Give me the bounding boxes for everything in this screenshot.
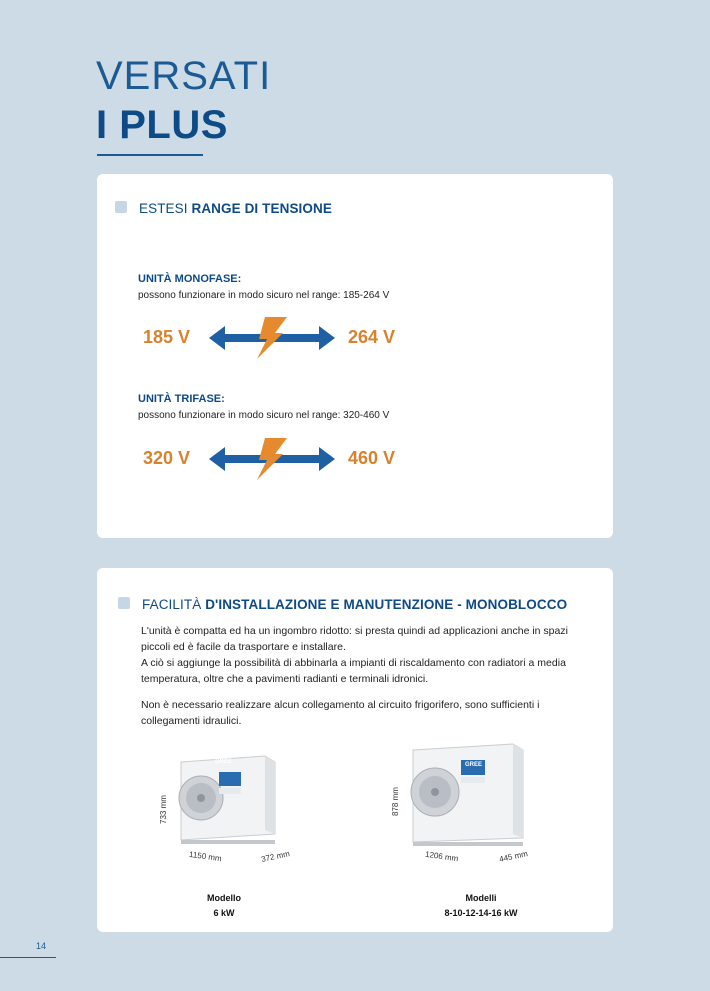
page-number-rule [0, 957, 56, 958]
install-description [141, 623, 589, 729]
monofase-label: UNITÀ MONOFASE: [138, 273, 242, 285]
trifase-description: possono funzionare in modo sicuro nel range: 320-460 V [138, 410, 390, 421]
heat-pump-unit-icon [153, 754, 293, 864]
page-number: 14 [36, 941, 47, 951]
monofase-max-voltage: 264 V [348, 327, 396, 347]
unit1-model-label: Modello [207, 893, 241, 903]
unit1-depth-label: 372 mm [260, 849, 291, 864]
unit1-brand-logo: GREE [215, 759, 233, 765]
trifase-range-arrow-icon [207, 436, 337, 482]
trifase-label: UNITÀ TRIFASE: [138, 393, 225, 405]
unit1-model-value: 6 kW [213, 908, 235, 918]
unit-image-8-16kw [387, 742, 537, 864]
unit2-model-label: Modelli [465, 893, 497, 903]
install-paragraph-1b: A ciò si aggiunge la possibilità di abbinarla a impianti di riscaldamento con radiatori a media temperatura, oltre che a pavimenti radianti e terminali idronici. [141, 657, 566, 685]
unit-image-6kw [153, 754, 293, 864]
voltage-range-card [97, 174, 613, 538]
unit2-height-label: 878 mm [391, 787, 400, 816]
installation-card [97, 568, 613, 932]
voltage-heading-normal: ESTESI [139, 201, 188, 216]
unit2-model [421, 891, 541, 921]
install-paragraph-2: Non è necessario realizzare alcun collegamento al circuito frigorifero, sono sufficienti i collegamenti idraulici. [141, 699, 540, 727]
section-bullet-icon [115, 201, 127, 213]
voltage-section-heading [139, 201, 332, 216]
voltage-heading-bold: RANGE DI TENSIONE [191, 201, 332, 216]
heat-pump-unit-icon [387, 742, 537, 864]
install-heading-bold: D'INSTALLAZIONE E MANUTENZIONE - MONOBLOCCO [205, 597, 568, 612]
unit2-brand-logo: GREE [465, 762, 483, 768]
monofase-description: possono funzionare in modo sicuro nel range: 185-264 V [138, 290, 390, 301]
trifase-min-voltage: 320 V [143, 448, 191, 468]
monofase-min-voltage: 185 V [143, 327, 191, 347]
unit1-width-label: 1150 mm [188, 849, 223, 864]
monofase-range-arrow-icon [207, 315, 337, 361]
title-underline [97, 154, 203, 156]
trifase-max-voltage: 460 V [348, 448, 396, 468]
install-heading-normal: FACILITÀ [142, 597, 202, 612]
section-bullet-icon [118, 597, 130, 609]
unit2-depth-label: 445 mm [498, 849, 529, 864]
unit2-model-value: 8-10-12-14-16 kW [444, 908, 518, 918]
page-title-bold: I PLUS [96, 103, 228, 147]
unit2-width-label: 1206 mm [424, 849, 459, 864]
unit1-height-label: 733 mm [159, 795, 168, 824]
install-paragraph-1a: L'unità è compatta ed ha un ingombro ridotto: si presta quindi ad applicazioni anche in spazi piccoli ed è facile da trasportare e installare. [141, 625, 568, 653]
install-section-heading [142, 597, 567, 612]
page-title-light: VERSATI [96, 54, 272, 98]
unit1-model [181, 891, 267, 921]
